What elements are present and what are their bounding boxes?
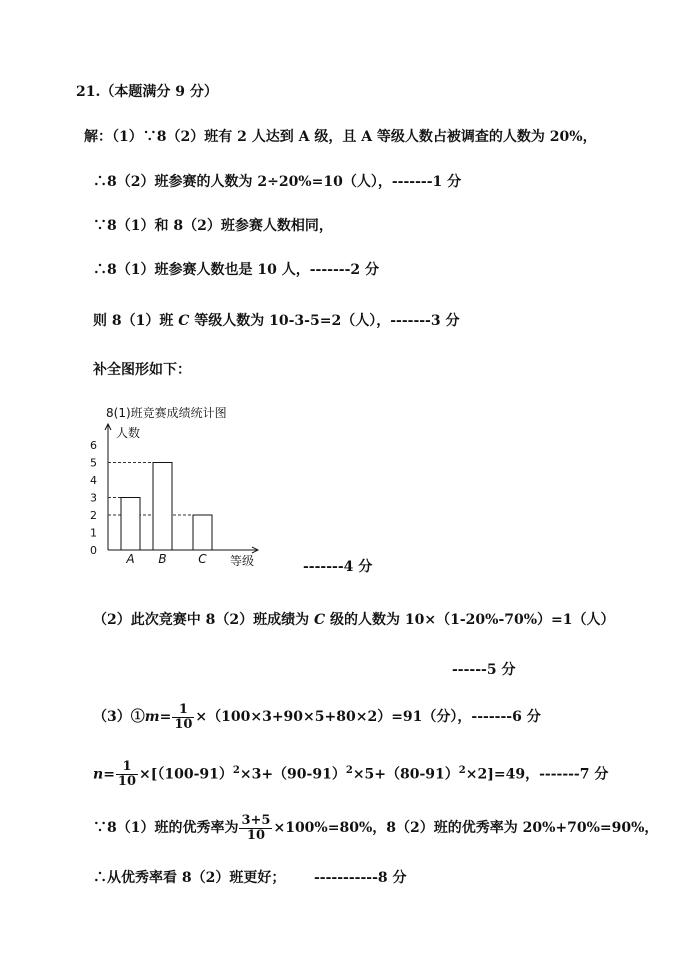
problem-heading: 21.（本题满分 9 分） <box>76 84 218 100</box>
line5-suffix: 等级人数为 10-3-5=2（人），-------3 分 <box>189 313 460 329</box>
variance-term-3: ×5+（80-91） <box>352 766 459 783</box>
variance-term-2: ×3+（90-91） <box>239 766 346 783</box>
variance-term-1: ×[（100-91） <box>139 766 233 783</box>
score-8: -----------8 分 <box>314 870 407 886</box>
part3-prefix: （3）① <box>93 709 145 725</box>
solution-line-2: ∴8（2）班参赛的人数为 2÷20%=10（人），-------1 分 <box>93 174 462 190</box>
x-tick-label: C <box>198 552 207 566</box>
x-tick-label: A <box>126 552 135 566</box>
equals-sign: = <box>103 766 115 783</box>
conclusion-line: ∴从优秀率看 8（2）班更好； <box>93 870 286 886</box>
var-n: n <box>93 766 104 783</box>
y-tick-label: 4 <box>90 474 97 487</box>
score-4: -------4 分 <box>303 559 373 575</box>
var-m: m <box>144 709 160 725</box>
variance-n <box>93 754 608 792</box>
part2-grade-c: C <box>313 612 326 628</box>
solution-line-3: ∵8（1）和 8（2）班参赛人数相同， <box>93 218 333 234</box>
grade-c-label: C <box>178 313 190 329</box>
variance-term-4: ×2]=49，-------7 分 <box>465 766 609 783</box>
y-tick-label: 3 <box>90 491 97 505</box>
y-tick-label: 6 <box>90 439 97 452</box>
rate-suffix: ×100%=80%，8（2）班的优秀率为 20%+70%=90%， <box>273 820 659 836</box>
chart-title: 8(1)班竞赛成绩统计图 <box>106 406 227 420</box>
solution-line-6: 补全图形如下： <box>93 362 191 378</box>
solution-line-5 <box>93 311 460 331</box>
exponent: 2 <box>232 765 240 776</box>
fraction-numerator: 1 <box>172 703 194 718</box>
x-axis-label: 等级 <box>230 554 255 568</box>
part2-prefix: （2）此次竞赛中 8（2）班成绩为 <box>93 612 314 628</box>
bar-c <box>193 515 212 550</box>
fraction-one-tenth <box>116 760 138 789</box>
fraction-one-tenth <box>172 703 194 732</box>
exponent: 2 <box>458 765 466 776</box>
y-tick-label: 1 <box>90 526 97 540</box>
y-axis-label: 人数 <box>116 426 141 440</box>
fraction-numerator: 3+5 <box>241 812 271 828</box>
bar-a <box>121 498 140 551</box>
excellence-rate-line <box>93 811 658 845</box>
fraction-denominator: 10 <box>117 774 137 790</box>
score-5: ------5 分 <box>452 662 516 678</box>
solution-line-1: 解：（1）∵8（2）班有 2 人达到 A 级，且 A 等级人数占被调查的人数为 20%， <box>84 129 597 145</box>
y-tick-label: 2 <box>90 509 97 522</box>
part3-suffix: ×（100×3+90×5+80×2）=91（分），-------6 分 <box>195 709 541 725</box>
equals-sign: = <box>159 709 172 725</box>
fraction-denominator: 10 <box>246 827 266 843</box>
line5-prefix: 则 8（1）班 <box>93 313 179 329</box>
bar-chart <box>88 400 273 575</box>
y-tick-label: 0 <box>90 544 97 557</box>
part2-line <box>93 610 615 630</box>
exponent: 2 <box>345 765 353 776</box>
x-tick-label: B <box>158 552 167 566</box>
y-tick-label: 5 <box>90 456 97 470</box>
fraction-denominator: 10 <box>174 716 193 732</box>
bar-b <box>153 463 172 551</box>
solution-line-4: ∴8（1）班参赛人数也是 10 人，-------2 分 <box>93 262 380 278</box>
fraction-numerator: 1 <box>116 760 138 775</box>
part2-suffix: 级的人数为 10×（1-20%-70%）=1（人） <box>325 612 615 628</box>
fraction-three-plus-five <box>239 814 272 843</box>
part3-mean-m <box>93 700 541 734</box>
rate-prefix: ∵8（1）班的优秀率为 <box>93 820 239 836</box>
